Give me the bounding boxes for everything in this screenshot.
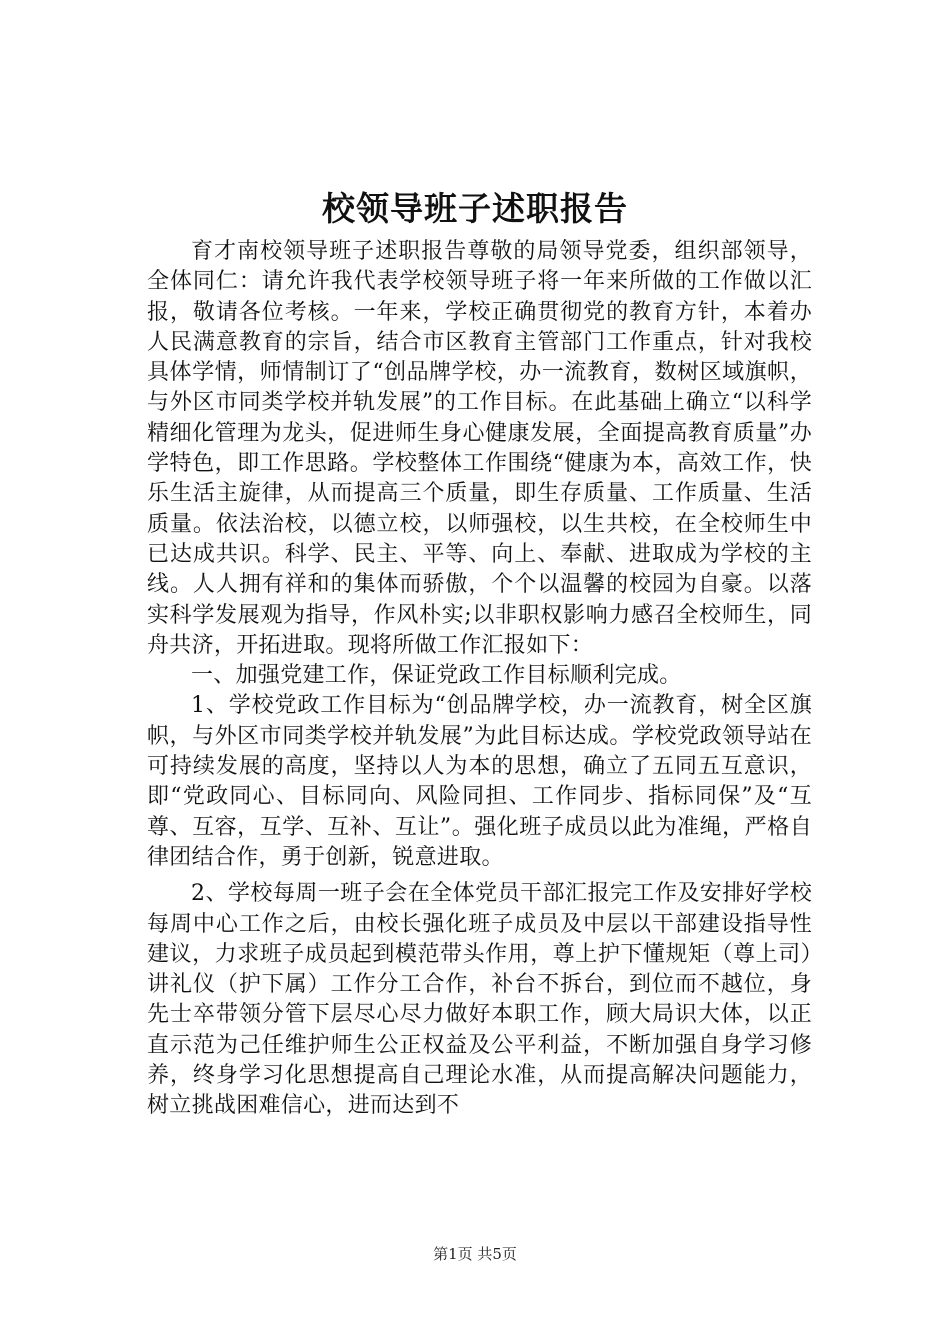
paragraph-item-1: 1、学校党政工作目标为“创品牌学校，办一流教育，树全区旗帜，与外区市同类学校并轨发展”为此目标达成。学校党政领导站在可持续发展的高度，坚持以人为本的思想，确立了五同五互意识，即“党政同心、目标同向、风险同担、工作同步、指标同保”及“互尊、互容，互学、互补、互让”。强化班子成员以此为准绳，严格自律团结合作，勇于创新，锐意进取。 — [147, 693, 812, 870]
paragraph-item-2: 2、学校每周一班子会在全体党员干部汇报完工作及安排好学校每周中心工作之后，由校长强化班子成员及中层以干部建设指导性建议，力求班子成员起到模范带头作用，尊上护下懂规矩（尊上司）讲礼仪（护下属）工作分工合作，补台不拆台，到位而不越位，身先士卒带领分管下层尽心尽力做好本职工作，顾大局识大体，以正直示范为己任维护师生公正权益及公平利益，不断加强自身学习修养，终身学习化思想提高自己理论水准，从而提高解决问题能力，树立挑战困难信心，进而达到不 — [147, 881, 812, 1119]
document-body — [147, 237, 812, 1122]
page-number-footer: 第1页 共5页 — [433, 1245, 517, 1263]
document-title: 校领导班子述职报告 — [322, 189, 628, 228]
paragraph-intro: 育才南校领导班子述职报告尊敬的局领导党委，组织部领导，全体同仁：请允许我代表学校领导班子将一年来所做的工作做以汇报，敬请各位考核。一年来，学校正确贯彻党的教育方针，本着办人民满意教育的宗旨，结合市区教育主管部门工作重点，针对我校具体学情，师情制订了“创品牌学校，办一流教育，数树区域旗帜，与外区市同类学校并轨发展”的工作目标。在此基础上确立“以科学精细化管理为龙头，促进师生身心健康发展，全面提高教育质量”办学特色，即工作思路。学校整体工作围绕“健康为本，高效工作，快乐生活主旋律，从而提高三个质量，即生存质量、工作质量、生活质量。依法治校，以德立校，以师强校，以生共校，在全校师生中已达成共识。科学、民主、平等、向上、奉献、进取成为学校的主线。人人拥有祥和的集体而骄傲，个个以温馨的校园为自豪。以落实科学发展观为指导，作风朴实;以非职权影响力感召全校师生，同舟共济，开拓进取。现将所做工作汇报如下： — [147, 239, 812, 658]
paragraph-section-heading: 一、加强党建工作，保证党政工作目标顺利完成。 — [191, 663, 682, 689]
